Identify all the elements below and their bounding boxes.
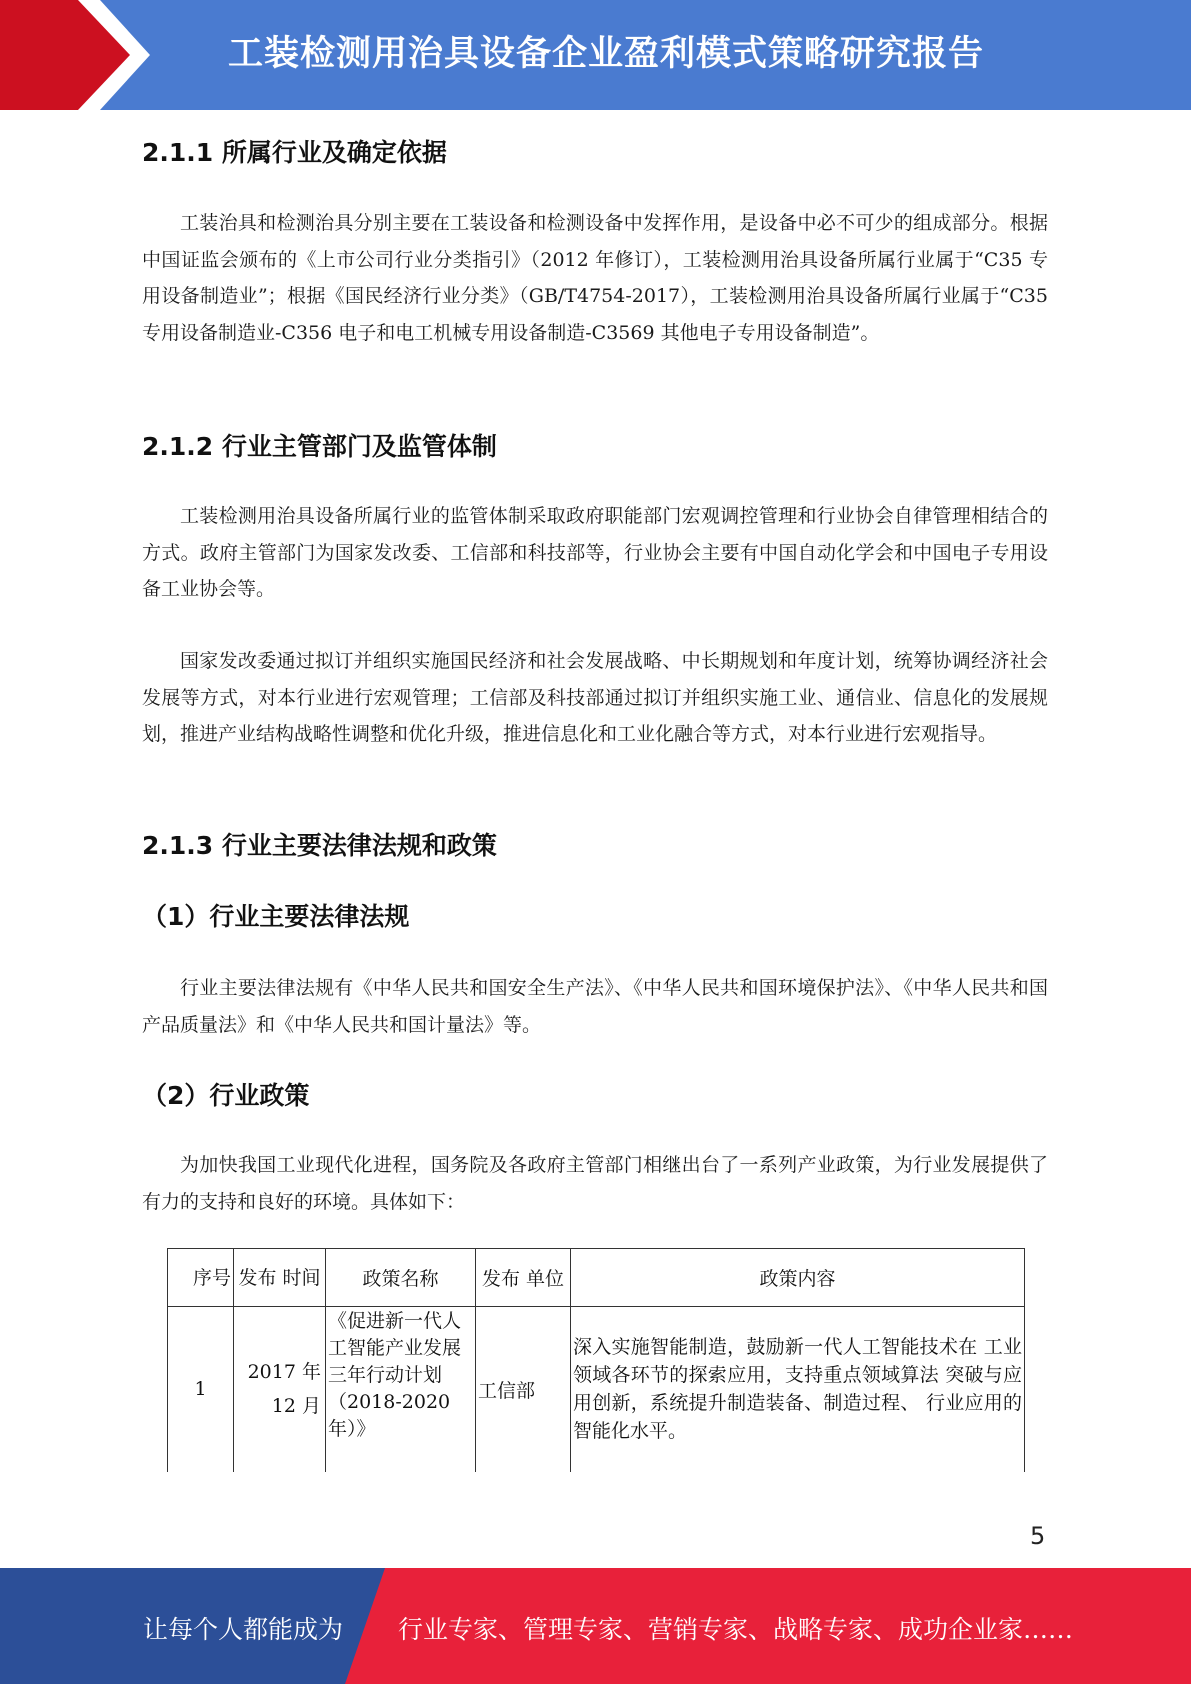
report-title: 工装检测用治具设备企业盈利模式策略研究报告 xyxy=(228,34,985,74)
cell-content: 深入实施智能制造，鼓励新一代人工智能技术在 工业领域各环节的探索应用，支持重点领域算法 突破与应用创新，系统提升制造装备、制造过程、 行业应用的智能化水平。 xyxy=(571,1307,1025,1472)
page-number: 5 xyxy=(1030,1522,1046,1550)
heading-laws: （1）行业主要法律法规 xyxy=(142,902,410,931)
header-index: 序号 xyxy=(168,1249,234,1307)
header-name: 政策名称 xyxy=(326,1249,476,1307)
heading-2-1-2: 2.1.2 行业主管部门及监管体制 xyxy=(142,432,497,461)
paragraph-2-1-2-a: 工装检测用治具设备所属行业的监管体制采取政府职能部门宏观调控管理和行业协会自律管理相结合的方式。政府主管部门为国家发改委、工信部和科技部等，行业协会主要有中国自动化学会和中国电子专用设备工业协会等。 xyxy=(142,505,1048,600)
paragraph-2-1-1: 工装治具和检测治具分别主要在工装设备和检测设备中发挥作用，是设备中必不可少的组成部分。根据中国证监会颁布的《上市公司行业分类指引》（2012 年修订），工装检测用治具设备所属行业属于“C35 专用设备制造业”；根据《国民经济行业分类》（GB/T4754-2017），工装检测用治具设备所属行业属于“C35 专用设备制造业-C356 电子和电工机械专用设备制造-C3569 其他电子专用设备制造”。 xyxy=(142,212,1048,344)
paragraph-2-1-2-b: 国家发改委通过拟订并组织实施国民经济和社会发展战略、中长期规划和年度计划，统筹协调经济社会发展等方式，对本行业进行宏观管理；工信部及科技部通过拟订并组织实施工业、通信业、信息化的发展规划，推进产业结构战略性调整和优化升级，推进信息化和工业化融合等方式，对本行业进行宏观指导。 xyxy=(142,650,1048,745)
header-content: 政策内容 xyxy=(571,1249,1025,1307)
cell-unit: 工信部 xyxy=(476,1307,571,1472)
footer-slogan-right: 行业专家、管理专家、营销专家、战略专家、成功企业家…… xyxy=(398,1615,1074,1644)
cell-date: 2017 年 12 月 xyxy=(234,1307,326,1472)
cell-policy-name: 《促进新一代人工智能产业发展三年行动计划（2018-2020年）》 xyxy=(326,1307,476,1472)
paragraph-policies: 为加快我国工业现代化进程，国务院及各政府主管部门相继出台了一系列产业政策，为行业发展提供了有力的支持和良好的环境。具体如下： xyxy=(142,1154,1048,1213)
page-footer xyxy=(0,1568,1191,1684)
heading-policies: （2）行业政策 xyxy=(142,1081,310,1110)
heading-2-1-3: 2.1.3 行业主要法律法规和政策 xyxy=(142,831,497,860)
footer-slogan-left: 让每个人都能成为 xyxy=(143,1615,344,1644)
table-row xyxy=(168,1307,1025,1472)
cell-index: 1 xyxy=(168,1307,234,1472)
heading-2-1-1: 2.1.1 所属行业及确定依据 xyxy=(142,138,447,167)
header-date: 发布 时间 xyxy=(234,1249,326,1307)
header-unit: 发布 单位 xyxy=(476,1249,571,1307)
table-header-row xyxy=(168,1249,1025,1307)
page-header xyxy=(0,0,1191,110)
paragraph-laws: 行业主要法律法规有《中华人民共和国安全生产法》、《中华人民共和国环境保护法》、《中华人民共和国产品质量法》和《中华人民共和国计量法》等。 xyxy=(142,977,1048,1036)
policy-table xyxy=(167,1248,1025,1472)
